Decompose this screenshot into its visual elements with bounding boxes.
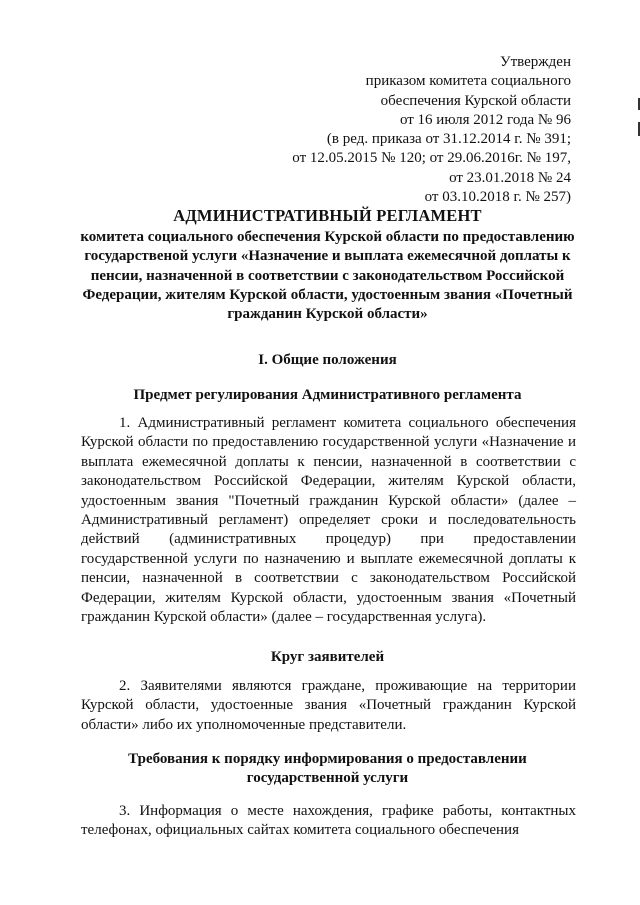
section-heading-subject: Предмет регулирования Административного регламента bbox=[133, 387, 522, 403]
paragraph-2: 2. Заявителями являются граждане, проживающие на территории Курской области, удостоенные звания «Почетный гражданин Курской области» либо их уполномоченные представители. bbox=[81, 678, 576, 733]
approval-line: от 03.10.2018 г. № 257) bbox=[424, 189, 571, 206]
chapter-heading: I. Общие положения bbox=[258, 352, 397, 368]
section-heading-applicants: Круг заявителей bbox=[270, 649, 385, 665]
approval-line: обеспечения Курской области bbox=[380, 92, 571, 109]
paragraph-3: 3. Информация о месте нахождения, графике работы, контактных телефонах, официальных сайтах комитета социального обеспечения bbox=[81, 803, 576, 839]
paragraph-1: 1. Административный регламент комитета социального обеспечения Курской области по предоставлению государственной услуги «Назначение и выплата ежемесячной доплаты к пенсии, назначенной в соответствии с законодательством Российской Федерации, жителям Курской области, удостоенным звания "Почетный гражданин Курской области» (далее – Административный регламент) определяет сроки и последовательность действий (административных процедур) при предоставлении государственной услуги по назначению и выплате ежемесячной доплаты к пенсии, назначенной в соответствии с законодательством Российской Федерации, жителям Курской области, удостоенным звания «Почетный гражданин Курской области» (далее – государственная услуга). bbox=[81, 415, 576, 626]
approval-line: от 23.01.2018 № 24 bbox=[449, 169, 571, 186]
heading-line: Требования к порядку информирования о предоставлении bbox=[128, 751, 527, 767]
approval-line: (в ред. приказа от 31.12.2014 г. № 391; bbox=[326, 131, 571, 148]
approval-line: от 16 июля 2012 года № 96 bbox=[399, 111, 571, 128]
approval-line: от 12.05.2015 № 120; от 29.06.2016г. № 197, bbox=[292, 150, 571, 167]
document-heading bbox=[80, 205, 575, 324]
approval-line: приказом комитета социального bbox=[365, 73, 571, 90]
section-heading-requirements bbox=[80, 750, 575, 788]
heading-line: государственной услуги bbox=[246, 770, 409, 786]
approval-stamp bbox=[151, 53, 571, 207]
document-title: АДМИНИСТРАТИВНЫЙ РЕГЛАМЕНТ bbox=[173, 206, 482, 225]
approval-line: Утвержден bbox=[499, 54, 571, 70]
document-subtitle: комитета социального обеспечения Курской области по предоставлению государственой услуги «Назначение и выплата ежемесячной доплаты к пенсии, назначенной в соответствии с законодательством Российской Федерации, жителям Курской области, удостоенным звания «Почетный гражданин Курской области» bbox=[80, 229, 575, 323]
